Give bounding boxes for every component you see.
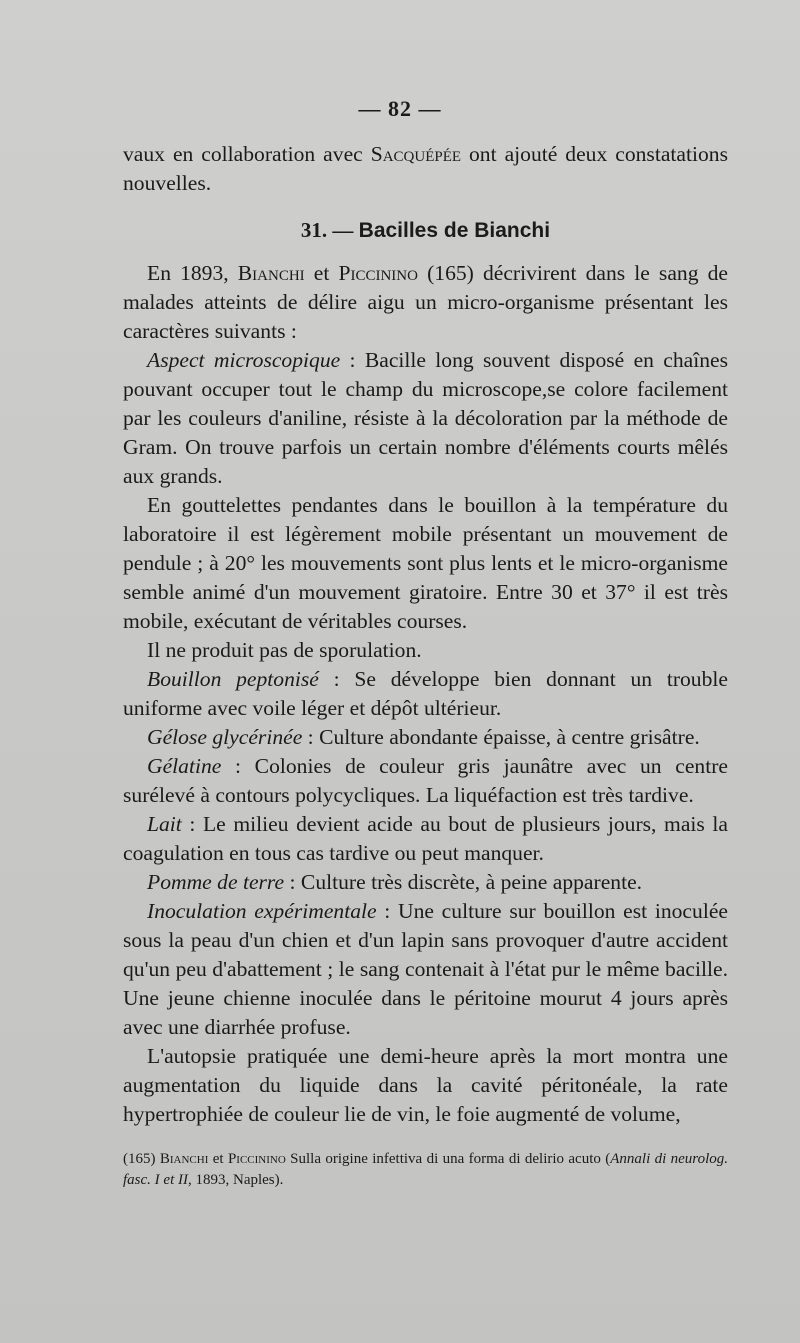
paragraph-inoculation: Inoculation expérimentale : Une culture sur bouillon est inoculée sous la peau d'un chien et d'un lapin sans provoquer d'autre accident qu'un peu d'abattement ; le sang contenait à l'état pur le même bacille. Une jeune chienne inoculée dans le péritoine mourut 4 jours après avec une diarrhée profuse. — [123, 899, 728, 1039]
author-name: Sacquépée — [370, 142, 462, 166]
section-title: Bacilles de Bianchi — [358, 219, 551, 242]
page-number: — 82 — — [358, 96, 442, 121]
subheading-label: Bouillon peptonisé — [147, 667, 319, 691]
section-heading — [123, 216, 728, 245]
paragraph-gelatine: Gélatine : Colonies de couleur gris jaunâtre avec un centre surélevé à contours polycycliques. La liquéfaction est très tardive. — [123, 754, 728, 807]
paragraph-lait: Lait : Le milieu devient acide au bout de plusieurs jours, mais la coagulation en tous cas tardive ou peut manquer. — [123, 812, 728, 865]
paragraph-bouillon: Bouillon peptonisé : Se développe bien donnant un trouble uniforme avec voile léger et dépôt ultérieur. — [123, 667, 728, 720]
paragraph-discovery: En 1893, Bianchi et Piccinino (165) décrivirent dans le sang de malades atteints de délire aigu un micro-organisme présentant les caractères suivants : — [123, 261, 728, 343]
paragraph-sporulation: Il ne produit pas de sporulation. — [147, 638, 422, 662]
author-name: Bianchi — [159, 1151, 209, 1167]
subheading-label: Pomme de terre — [147, 870, 285, 894]
subheading-label: Inoculation expérimentale — [147, 899, 377, 923]
paragraph-pomme: Pomme de terre : Culture très discrète, à peine apparente. — [147, 870, 643, 894]
footnote: (165) Bianchi et Piccinino Sulla origine infettiva di una forma di delirio acuto (Annali di neurolog. fasc. I et II, 1893, Naples). — [123, 1151, 729, 1188]
paragraph-gelose: Gélose glycérinée : Culture abondante épaisse, à centre grisâtre. — [147, 725, 700, 749]
subheading-label: Gélatine — [147, 754, 222, 778]
paragraph-aspect: Aspect microscopique : Bacille long souvent disposé en chaînes pouvant occuper tout le champ du microscope,se colore facilement par les couleurs d'aniline, résiste à la décoloration par la méthode de Gram. On trouve parfois un certain nombre d'éléments courts mêlés aux grands. — [123, 348, 729, 488]
journal-title: Annali di neurolog. fasc. I et II — [123, 1151, 729, 1188]
page-body — [123, 140, 728, 1191]
author-name: Piccinino — [227, 1151, 286, 1167]
subheading-label: Lait — [147, 812, 182, 836]
subheading-label: Gélose glycérinée — [147, 725, 303, 749]
paragraph-gouttelettes: En gouttelettes pendantes dans le bouillon à la température du laboratoire il est légèrement mobile présentant un mouvement de pendule ; à 20° les mouvements sont plus lents et le micro-organisme semble animé d'un mouvement giratoire. Entre 30 et 37° il est très mobile, exécutant de véritables courses. — [123, 493, 728, 633]
intro-paragraph: vaux en collaboration avec Sacquépée ont ajouté deux constatations nouvelles. — [123, 142, 728, 195]
section-number: 31. — — [300, 218, 359, 242]
author-name: Bianchi — [237, 261, 305, 285]
author-name: Piccinino — [338, 261, 418, 285]
subheading-label: Aspect microscopique — [147, 348, 341, 372]
paragraph-autopsie: L'autopsie pratiquée une demi-heure après la mort montra une augmentation du liquide dans la cavité péritonéale, la rate hypertrophiée de couleur lie de vin, le foie augmenté de volume, — [123, 1044, 728, 1126]
